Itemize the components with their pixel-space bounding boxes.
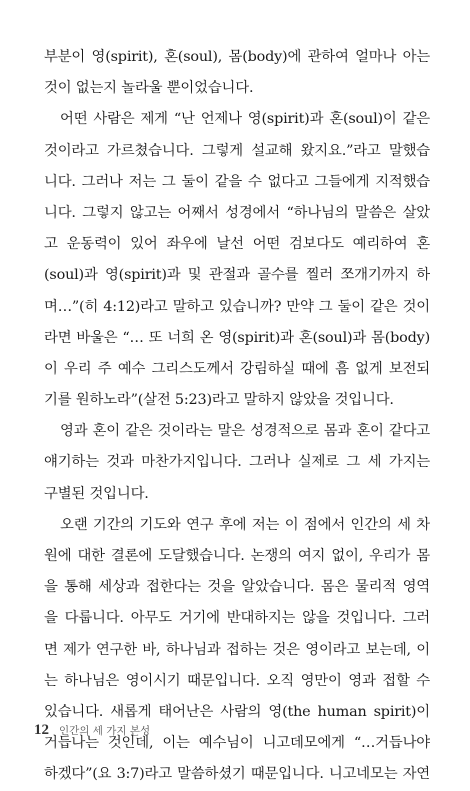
body-line: 기를 원하노라”(살전 5:23)라고 말하지 않았을 것입니다.: [44, 392, 394, 409]
body-line: 있습니다. 새롭게 태어난은 사람의 영(the human spirit)이: [44, 703, 430, 720]
page-footer: [34, 722, 150, 739]
body-line: 하겠다”(요 3:7)라고 말씀하셨기 때문입니다. 니고네모는 자연: [44, 766, 430, 783]
body-line: 면 제가 연구한 바, 하나님과 접하는 것은 영이라고 보는데, 이: [44, 641, 430, 658]
body-line: 오랜 기간의 기도와 연구 후에 저는 이 점에서 인간의 세 차: [60, 516, 430, 533]
body-line: 는 하나님은 영이시기 때문입니다. 오직 영만이 영과 접할 수: [44, 672, 430, 689]
body-line: 을 다룹니다. 아무도 거기에 반대하지는 않을 것입니다. 그러: [44, 610, 430, 627]
body-line: 거듭나는 것인데, 이는 예수님이 니고데모에게 “…거듭나야: [44, 735, 430, 752]
page-number: 12: [34, 722, 49, 738]
body-line: (soul)과 영(spirit)과 및 관절과 골수를 찔러 쪼개기까지 하: [44, 267, 430, 284]
body-line: 부분이 영(spirit), 혼(soul), 몸(body)에 관하여 얼마나 아는: [44, 49, 430, 65]
running-title: 인간의 세 가지 본성: [59, 725, 151, 737]
body-line: 것이 없는지 놀라울 뿐이었습니다.: [44, 80, 254, 97]
body-line: 것이라고 가르쳤습니다. 그렇게 설교해 왔지요.”라고 말했습: [44, 142, 430, 159]
body-line: 을 통해 세상과 접한다는 것을 알았습니다. 몸은 물리적 영역: [44, 579, 430, 596]
body-line: 구별된 것입니다.: [44, 485, 149, 502]
body-line: 원에 대한 결론에 도달했습니다. 논쟁의 여지 없이, 우리가 몸: [44, 548, 430, 564]
body-line: 어떤 사람은 제게 “난 언제나 영(spirit)과 혼(soul)이 같은: [60, 111, 430, 128]
body-text: [44, 42, 430, 791]
body-line: 영과 혼이 같은 것이라는 말은 성경적으로 몸과 혼이 같다고: [60, 423, 430, 440]
body-line: 며…”(히 4:12)라고 말하고 있습니까? 만약 그 둘이 같은 것이: [44, 298, 430, 315]
body-line: 니다. 그러나 저는 그 둘이 같을 수 없다고 그들에게 지적했습: [44, 173, 430, 190]
body-line: 라면 바울은 “… 또 너희 온 영(spirit)과 혼(soul)과 몸(body): [44, 329, 430, 346]
body-line: 얘기하는 것과 마찬가지입니다. 그러나 실제로 그 세 가지는: [44, 454, 430, 471]
body-line: 고 운동력이 있어 좌우에 날선 어떤 검보다도 예리하여 혼: [44, 236, 430, 253]
body-line: 이 우리 주 예수 그리스도께서 강림하실 때에 흠 없게 보전되: [44, 360, 430, 377]
body-line: 니다. 그렇지 않고는 어째서 성경에서 “하나님의 말씀은 살았: [44, 204, 430, 221]
